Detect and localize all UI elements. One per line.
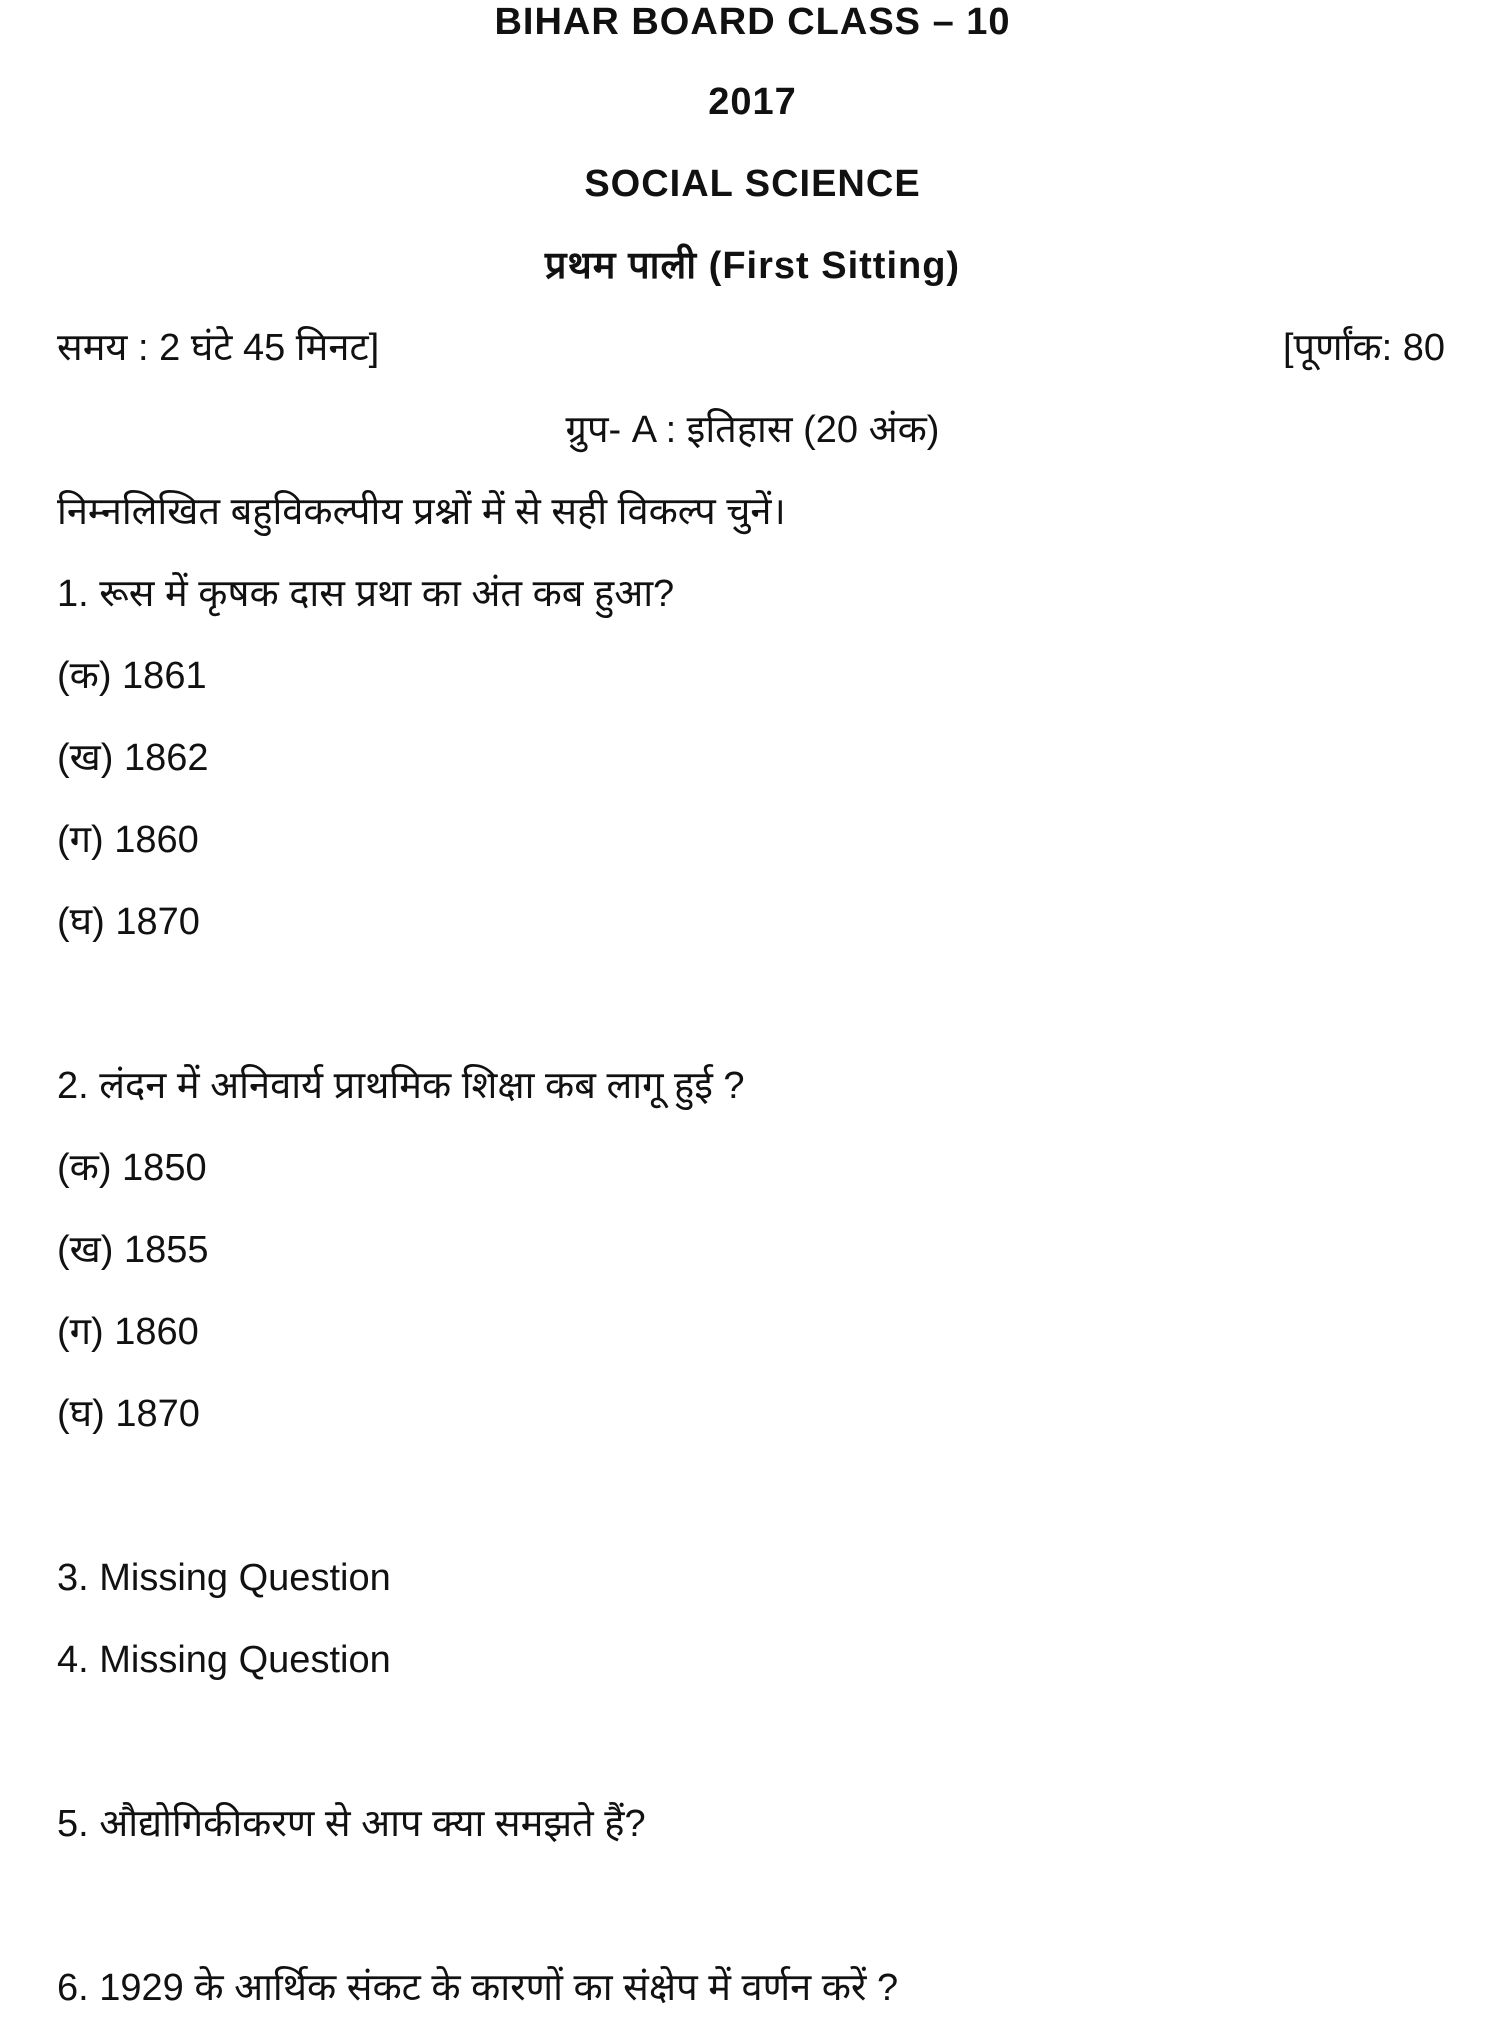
option-kha: (ख) 1862	[57, 737, 209, 779]
subject-title: SOCIAL SCIENCE	[584, 163, 921, 205]
group-title: ग्रुप- A : इतिहास (20 अंक)	[565, 409, 940, 451]
exam-year: 2017	[708, 81, 797, 123]
option-ga: (ग) 1860	[57, 819, 199, 861]
question-5: 5. औद्योगिकीकरण से आप क्या समझते हैं?	[57, 1803, 646, 1845]
option-ga: (ग) 1860	[57, 1311, 199, 1353]
option-kha: (ख) 1855	[57, 1229, 209, 1271]
question-3: 3. Missing Question	[57, 1557, 391, 1599]
question-text: 2. लंदन में अनिवार्य प्राथमिक शिक्षा कब लागू हुई ?	[57, 1065, 745, 1107]
full-marks: [पूर्णांक: 80	[1282, 327, 1445, 369]
option-gha: (घ) 1870	[57, 901, 200, 943]
board-title: BIHAR BOARD CLASS – 10	[494, 1, 1011, 43]
question-6: 6. 1929 के आर्थिक संकट के कारणों का संक्षेप में वर्णन करें ?	[57, 1967, 899, 2009]
option-ka: (क) 1850	[57, 1147, 207, 1189]
sitting-title: प्रथम पाली (First Sitting)	[544, 245, 961, 287]
option-gha: (घ) 1870	[57, 1393, 200, 1435]
instruction-text: निम्नलिखित बहुविकल्पीय प्रश्नों में से सही विकल्प चुनें।	[57, 491, 786, 533]
question-4: 4. Missing Question	[57, 1639, 391, 1681]
option-ka: (क) 1861	[57, 655, 207, 697]
question-text: 1. रूस में कृषक दास प्रथा का अंत कब हुआ?	[57, 573, 675, 615]
time-allowed: समय : 2 घंटे 45 मिनट]	[57, 327, 380, 369]
